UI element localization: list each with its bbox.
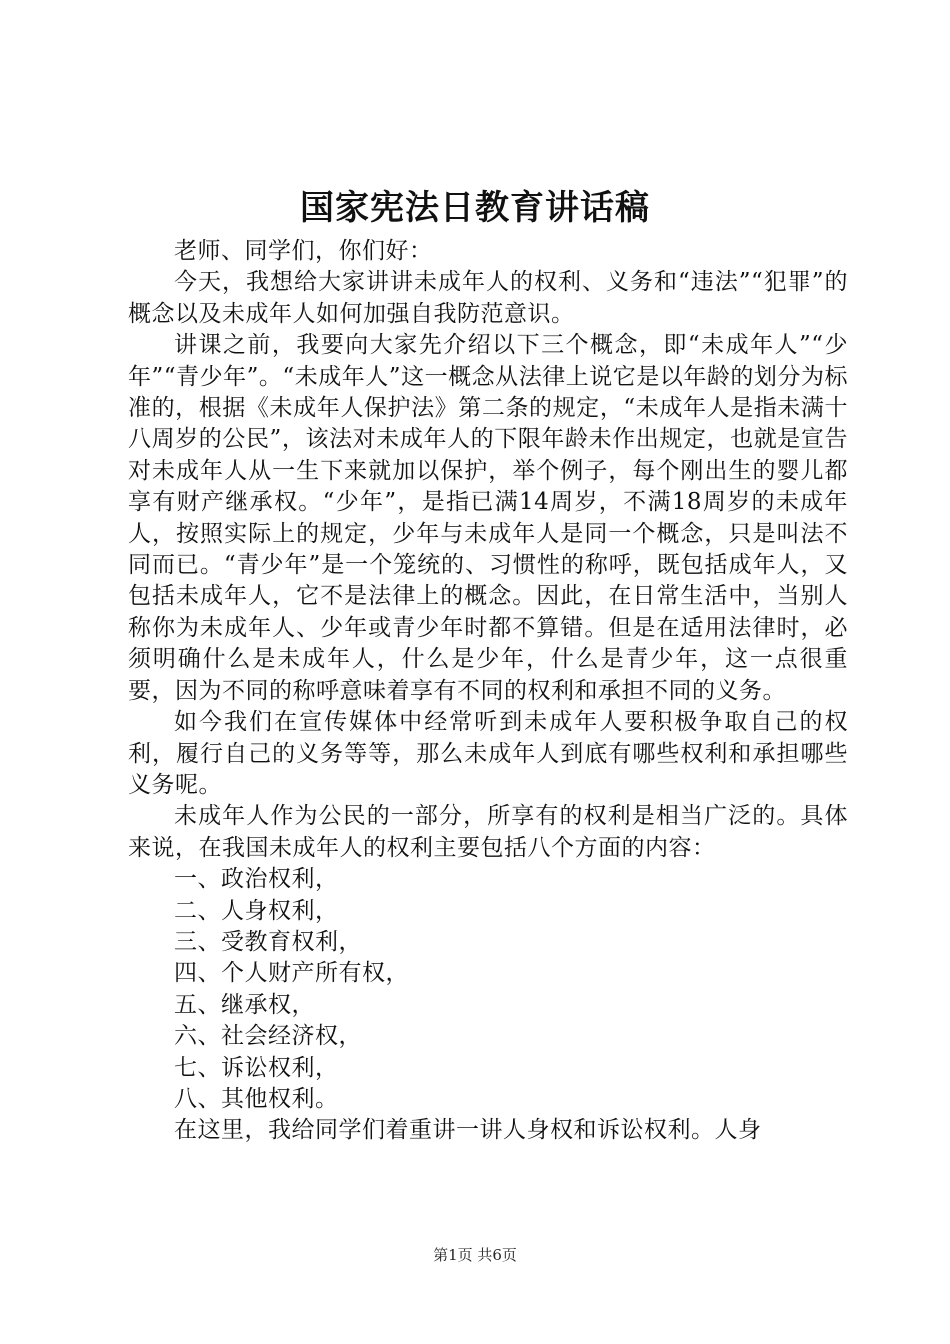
paragraph-focus: 在这里，我给同学们着重讲一讲人身权和诉讼权利。人身: [174, 1117, 762, 1144]
list-item: 八、其他权利。: [174, 1085, 339, 1112]
paragraph-greeting: 老师、同学们，你们好：: [174, 238, 433, 264]
list-item: 一、政治权利，: [174, 866, 339, 893]
paragraph-concepts: 讲课之前，我要向大家先介绍以下三个概念，即“未成年人”“少年”“青少年”。“未成年人”这一概念从法律上说它是以年龄的划分为标准的，根据《未成年人保护法》第二条的规定，“未成年人是指未满十八周岁的公民”，该法对未成年人的下限年龄未作出规定，也就是宣告对未成年人从一生下来就加以保护，举个例子，每个刚出生的婴儿都享有财产继承权。“少年”，是指已满14周岁，不满18周岁的未成年人，按照实际上的规定，少年与未成年人是同一个概念，只是叫法不同而已。“青少年”是一个笼统的、习惯性的称呼，既包括成年人，又包括未成年人，它不是法律上的概念。因此，在日常生活中，当别人称你为未成年人、少年或青少年时都不算错。但是在适用法律时，必须明确什么是未成年人，什么是少年，什么是青少年，这一点很重要，因为不同的称呼意味着享有不同的权利和承担不同的义务。: [128, 332, 848, 704]
list-item: 三、受教育权利，: [174, 928, 362, 955]
document-body: [128, 236, 848, 1147]
list-item: 四、个人财产所有权，: [174, 960, 409, 987]
paragraph-rights-overview: 未成年人作为公民的一部分，所享有的权利是相当广泛的。具体来说，在我国未成年人的权利主要包括八个方面的内容：: [128, 803, 848, 861]
list-item: 五、继承权，: [174, 991, 315, 1018]
list-item: 七、诉讼权利，: [174, 1054, 339, 1081]
list-item: 二、人身权利，: [174, 897, 339, 924]
paragraph-intro: 今天，我想给大家讲讲未成年人的权利、义务和“违法”“犯罪”的概念以及未成年人如何加强自我防范意识。: [128, 269, 848, 327]
paragraph-rights-question: 如今我们在宣传媒体中经常听到未成年人要积极争取自己的权利，履行自己的义务等等，那么未成年人到底有哪些权利和承担哪些义务呢。: [128, 709, 848, 798]
page-title: 国家宪法日教育讲话稿: [300, 188, 650, 228]
list-item: 六、社会经济权，: [174, 1023, 362, 1050]
page-footer: 第1页 共6页: [433, 1246, 517, 1264]
